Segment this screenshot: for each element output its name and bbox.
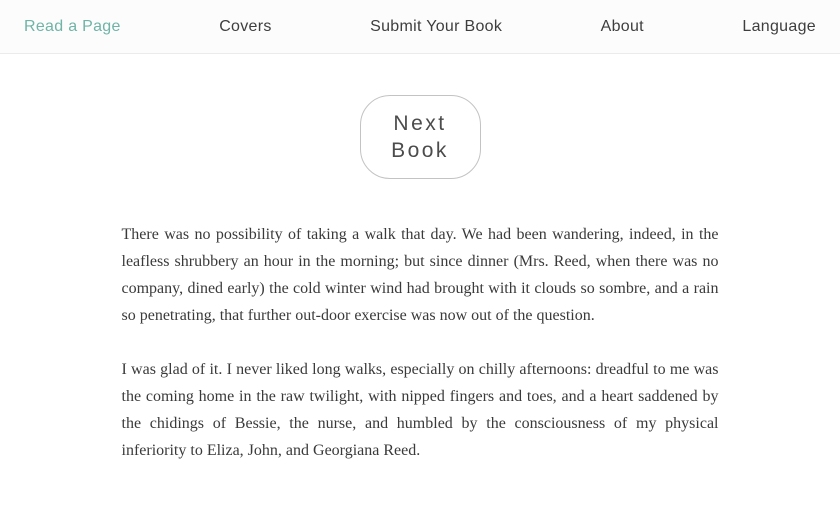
- nav-item-covers[interactable]: Covers: [219, 17, 272, 35]
- brand-link[interactable]: Read a Page: [24, 17, 121, 35]
- next-book-button[interactable]: Next Book: [360, 95, 481, 179]
- nav-item-language[interactable]: Language: [742, 17, 816, 35]
- top-nav: [0, 0, 840, 54]
- excerpt-paragraph: There was no possibility of taking a walk that day. We had been wandering, indeed, in the leafless shrubbery an hour in the morning; but since dinner (Mrs. Reed, when there was no company, dined early) the cold winter wind had brought with it clouds so sombre, and a rain so penetrating, that further out-door exercise was now out of the question.: [121, 226, 719, 324]
- excerpt-paragraph: I was glad of it. I never liked long walks, especially on chilly afternoons: dreadful to me was the coming home in the raw twilight, with nipped fingers and toes, and a heart saddened by the chidings of Bessie, the nurse, and humbled by the consciousness of my physical inferiority to Eliza, John, and Georgiana Reed.: [121, 361, 719, 459]
- nav-item-about[interactable]: About: [600, 17, 644, 35]
- book-excerpt: [122, 221, 719, 464]
- page-content: [0, 95, 840, 464]
- nav-item-submit-your-book[interactable]: Submit Your Book: [370, 17, 503, 35]
